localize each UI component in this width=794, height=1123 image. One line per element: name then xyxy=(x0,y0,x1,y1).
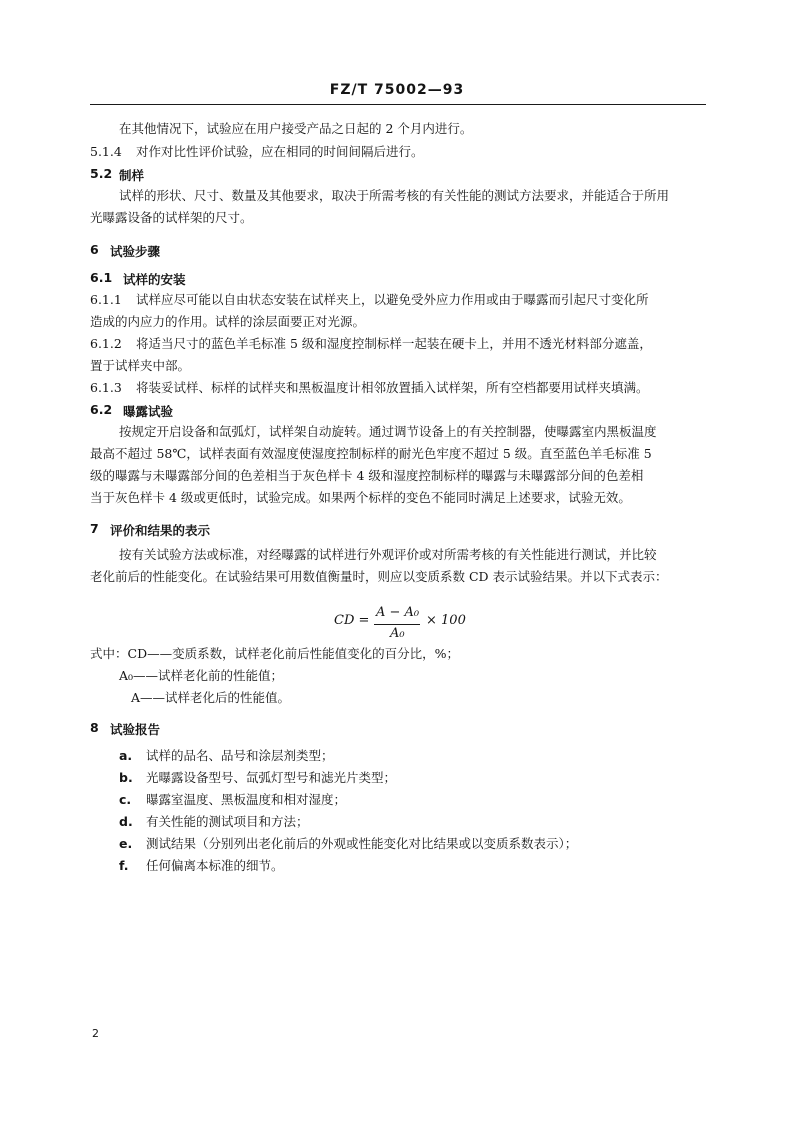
legend-line3: A——试样老化后的性能值。 xyxy=(131,690,291,705)
report-item-label: c. xyxy=(119,792,132,807)
formula-denominator: A₀ xyxy=(390,626,405,641)
report-item-label: e. xyxy=(119,836,133,851)
section-6-number: 6 xyxy=(90,242,99,257)
header-rule xyxy=(90,104,706,105)
report-item-text: 测试结果（分别列出老化前后的外观或性能变化对比结果或以变质系数表示）； xyxy=(146,836,578,851)
section-8-number: 8 xyxy=(90,720,99,735)
section-6-title: 试验步骤 xyxy=(110,244,161,259)
clause-6-1-number: 6.1 xyxy=(90,270,113,285)
legend-line1: 式中：CD——变质系数，试样老化前后性能值变化的百分比，%； xyxy=(90,646,459,661)
clause-5-2-number: 5.2 xyxy=(90,166,113,181)
section-7-line1: 按有关试验方法或标准，对经曝露的试样进行外观评价或对所需考核的有关性能进行测试，并比较 xyxy=(119,547,657,562)
clause-6-1-2-number: 6.1.2 xyxy=(90,336,122,351)
clause-6-1-2-line2: 置于试样夹中部。 xyxy=(90,358,191,373)
clause-6-2-line2: 最高不超过 58℃，试样表面有效湿度使湿度控制标样的耐光色牢度不超过 5 级。直至蓝色羊毛标准 5 xyxy=(90,446,652,461)
header-standard-number: FZ/T 75002—93 xyxy=(329,82,465,98)
clause-6-1-2-line1: 将适当尺寸的蓝色羊毛标准 5 级和湿度控制标样一起装在硬卡上，并用不透光材料部分遮盖， xyxy=(136,336,652,351)
section-8-title: 试验报告 xyxy=(110,722,161,737)
report-item-label: d. xyxy=(119,814,133,829)
formula-fraction-bar xyxy=(374,624,420,625)
clause-5-1-4-number: 5.1.4 xyxy=(90,144,122,159)
report-item-text: 试样的品名、品号和涂层剂类型； xyxy=(146,748,334,763)
legend-line2: A₀——试样老化前的性能值； xyxy=(119,668,284,683)
report-item-text: 曝露室温度、黑板温度和相对湿度； xyxy=(146,792,347,807)
formula-lhs: CD = xyxy=(334,613,370,628)
report-item-text: 任何偏离本标准的细节。 xyxy=(146,858,284,873)
report-item-label: a. xyxy=(119,748,133,763)
section-7-title: 评价和结果的表示 xyxy=(110,523,211,538)
report-item-label: b. xyxy=(119,770,133,785)
clause-6-1-1-line1: 试样应尽可能以自由状态安装在试样夹上，以避免受外应力作用或由于曝露而引起尺寸变化所 xyxy=(136,292,649,307)
clause-6-1-1-number: 6.1.1 xyxy=(90,292,122,307)
page-number: 2 xyxy=(92,1027,99,1040)
clause-6-2-line4: 当于灰色样卡 4 级或更低时，试验完成。如果两个标样的变色不能同时满足上述要求，试验无效。 xyxy=(90,490,631,505)
clause-6-2-title: 曝露试验 xyxy=(123,404,174,419)
clause-6-1-1-line2: 造成的内应力的作用。试样的涂层面要正对光源。 xyxy=(90,314,366,329)
clause-6-2-line1: 按规定开启设备和氙弧灯，试样架自动旋转。通过调节设备上的有关控制器，使曝露室内黑板温度 xyxy=(119,424,657,439)
formula-rhs: × 100 xyxy=(426,613,466,628)
report-item-label: f. xyxy=(119,858,129,873)
formula-numerator: A − A₀ xyxy=(376,605,420,620)
clause-5-2-text-line1: 试样的形状、尺寸、数量及其他要求，取决于所需考核的有关性能的测试方法要求，并能适合于所用 xyxy=(119,188,670,203)
clause-6-1-3-text: 将装妥试样、标样的试样夹和黑板温度计相邻放置插入试样架，所有空档都要用试样夹填满。 xyxy=(136,380,649,395)
clause-6-2-number: 6.2 xyxy=(90,402,113,417)
clause-6-1-3-number: 6.1.3 xyxy=(90,380,122,395)
section-7-number: 7 xyxy=(90,521,99,536)
para-5-1-3-cont: 在其他情况下，试验应在用户接受产品之日起的 2 个月内进行。 xyxy=(119,121,473,136)
report-item-text: 光曝露设备型号、氙弧灯型号和滤光片类型； xyxy=(146,770,397,785)
report-item-text: 有关性能的测试项目和方法； xyxy=(146,814,309,829)
clause-5-1-4-text: 对作对比性评价试验，应在相同的时间间隔后进行。 xyxy=(136,144,424,159)
clause-5-2-text-line2: 光曝露设备的试样架的尺寸。 xyxy=(90,210,253,225)
clause-6-2-line3: 级的曝露与未曝露部分间的色差相当于灰色样卡 4 级和湿度控制标样的曝露与未曝露部分间的色差相 xyxy=(90,468,644,483)
section-7-line2: 老化前后的性能变化。在试验结果可用数值衡量时，则应以变质系数 CD 表示试验结果。并以下式表示： xyxy=(90,569,668,584)
clause-6-1-title: 试样的安装 xyxy=(123,272,186,287)
clause-5-2-title: 制样 xyxy=(119,168,145,183)
